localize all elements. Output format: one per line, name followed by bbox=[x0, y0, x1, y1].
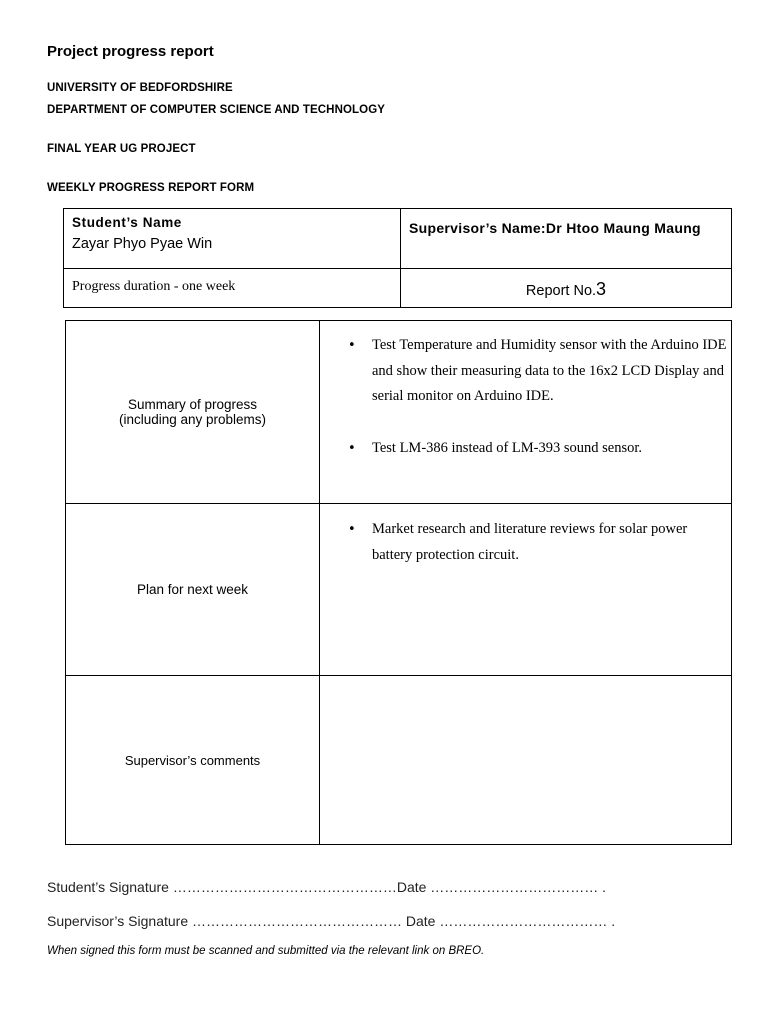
submission-note: When signed this form must be scanned and submitted via the relevant link on BREO. bbox=[47, 945, 485, 957]
student-name-value: Zayar Phyo Pyae Win bbox=[72, 236, 213, 252]
form-title: WEEKLY PROGRESS REPORT FORM bbox=[47, 182, 255, 194]
university-name: UNIVERSITY OF BEDFORDSHIRE bbox=[47, 82, 233, 94]
list-item: • Market research and literature reviews for solar power battery protection circuit. bbox=[320, 517, 731, 568]
summary-label: Summary of progress (including any problems) bbox=[118, 397, 267, 427]
supervisor-signature-line: Supervisor’s Signature ……………………………………… Date ……………………………… . bbox=[47, 913, 616, 929]
supervisor-name: Supervisor’s Name:Dr Htoo Maung Maung bbox=[409, 220, 701, 236]
student-name-cell bbox=[64, 209, 401, 269]
student-signature-line: Student’s Signature …………………………………………Date ……………………………… . bbox=[47, 879, 607, 895]
student-name-label: Student’s Name bbox=[72, 215, 182, 230]
comments-content-cell bbox=[320, 676, 732, 845]
progress-duration: Progress duration - one week bbox=[72, 279, 236, 294]
project-title: FINAL YEAR UG PROJECT bbox=[47, 143, 196, 155]
list-item: • Test Temperature and Humidity sensor with the Arduino IDE and show their measuring data to the 16x2 LCD Display and serial monitor on Arduino IDE. bbox=[320, 333, 731, 410]
page-title: Project progress report bbox=[47, 43, 214, 60]
department-name: DEPARTMENT OF COMPUTER SCIENCE AND TECHNOLOGY bbox=[47, 104, 386, 116]
report-number: Report No.3 bbox=[525, 279, 607, 299]
summary-label-cell bbox=[66, 321, 320, 504]
summary-list bbox=[320, 333, 731, 461]
progress-table bbox=[65, 320, 732, 845]
summary-content-cell bbox=[320, 321, 732, 504]
supervisor-name-cell bbox=[401, 209, 732, 269]
list-item: • Test LM-386 instead of LM-393 sound sensor. bbox=[320, 436, 731, 462]
plan-content-cell bbox=[320, 504, 732, 676]
plan-label: Plan for next week bbox=[136, 582, 249, 597]
comments-label: Supervisor’s comments bbox=[124, 752, 261, 768]
plan-list bbox=[320, 517, 731, 568]
duration-cell bbox=[64, 269, 401, 308]
header-table bbox=[63, 208, 732, 308]
plan-label-cell bbox=[66, 504, 320, 676]
comments-label-cell bbox=[66, 676, 320, 845]
report-number-cell bbox=[401, 269, 732, 308]
